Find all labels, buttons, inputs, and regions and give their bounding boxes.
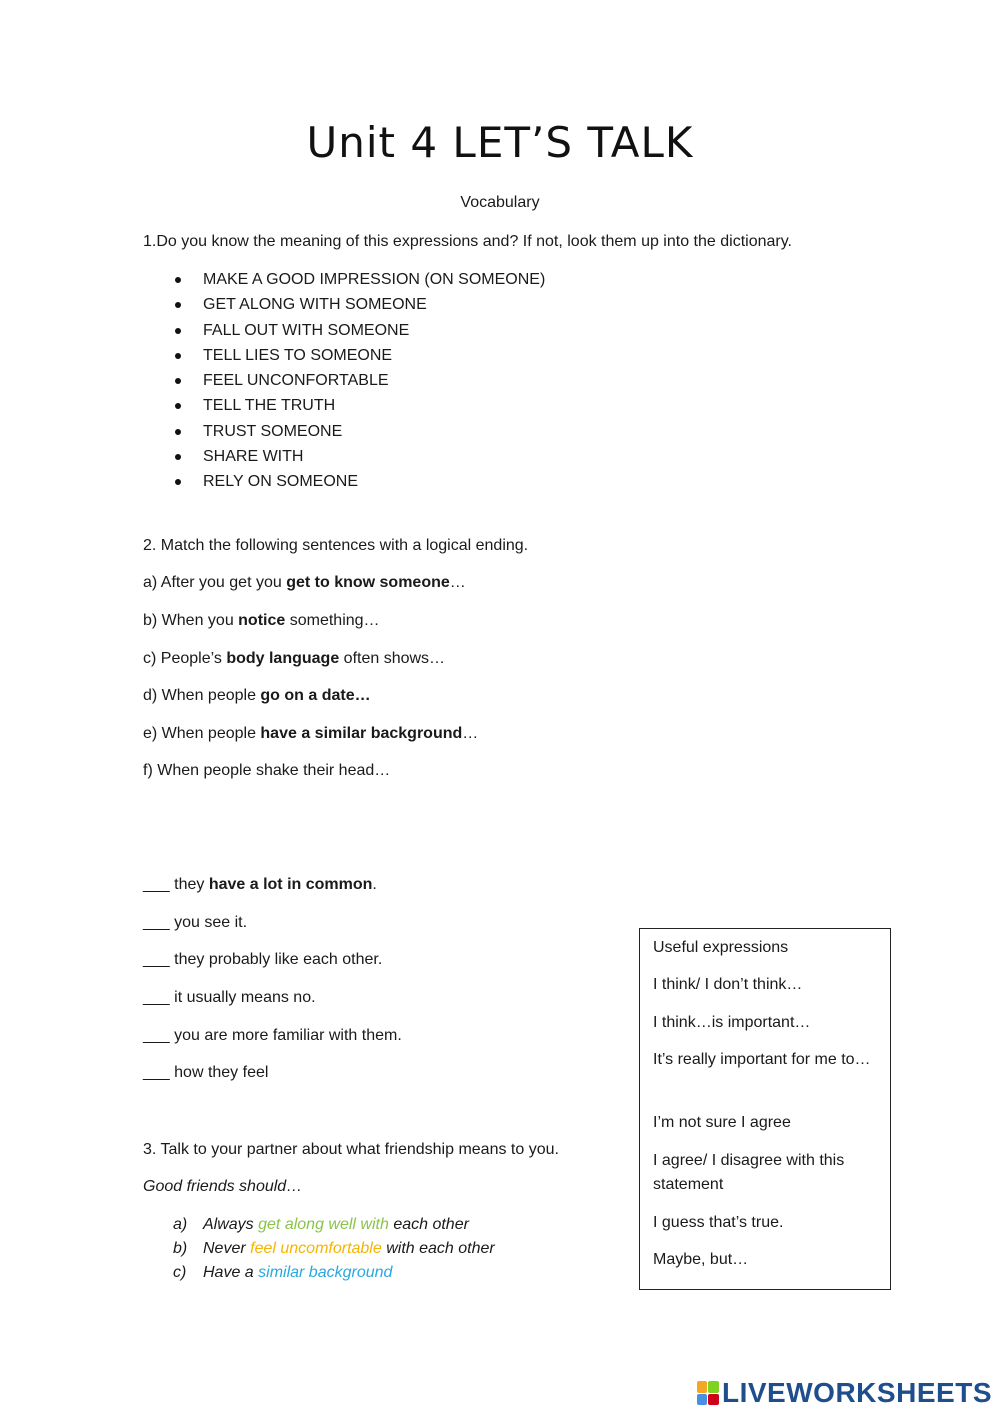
q3-prompt: 3. Talk to your partner about what friendship means to you. xyxy=(143,1141,559,1158)
box-title: Useful expressions xyxy=(653,939,789,956)
box-item: I guess that’s true. xyxy=(653,1214,784,1231)
q3-lead: Good friends should… xyxy=(143,1178,303,1195)
vocabulary-list xyxy=(175,270,545,498)
q1-prompt: 1.Do you know the meaning of this expressions and? If not, look them up into the dictionary. xyxy=(143,233,792,250)
sentence-a: a) After you get you get to know someone… xyxy=(143,574,466,591)
box-item: It’s really important for me to… xyxy=(653,1051,871,1068)
list-item: MAKE A GOOD IMPRESSION (ON SOMEONE) xyxy=(175,270,545,295)
list-item: TELL THE TRUTH xyxy=(175,396,545,421)
box-item: I think/ I don’t think… xyxy=(653,976,803,993)
box-item: I’m not sure I agree xyxy=(653,1114,791,1131)
ending-2[interactable]: ___ you see it. xyxy=(143,914,248,931)
sentence-f: f) When people shake their head… xyxy=(143,762,391,779)
bullet-icon xyxy=(175,429,181,435)
logo-mark-icon xyxy=(697,1381,719,1405)
ending-1[interactable]: ___ they have a lot in common. xyxy=(143,876,377,893)
bullet-icon xyxy=(175,353,181,359)
useful-expressions-box xyxy=(639,928,891,1290)
box-item: I think…is important… xyxy=(653,1014,811,1031)
bullet-icon xyxy=(175,479,181,485)
box-item: I agree/ I disagree with this statement xyxy=(653,1152,845,1193)
sentence-e: e) When people have a similar background… xyxy=(143,725,479,742)
list-item: TRUST SOMEONE xyxy=(175,422,545,447)
bullet-icon xyxy=(175,403,181,409)
bullet-icon xyxy=(175,378,181,384)
bullet-icon xyxy=(175,454,181,460)
sentence-b: b) When you notice something… xyxy=(143,612,380,629)
bullet-icon xyxy=(175,328,181,334)
sentence-c: c) People’s body language often shows… xyxy=(143,650,446,667)
list-item: SHARE WITH xyxy=(175,447,545,472)
q2-prompt: 2. Match the following sentences with a logical ending. xyxy=(143,537,529,554)
list-item: RELY ON SOMEONE xyxy=(175,472,545,497)
ending-4[interactable]: ___ it usually means no. xyxy=(143,989,316,1006)
list-item: FEEL UNCONFORTABLE xyxy=(175,371,545,396)
ending-6[interactable]: ___ how they feel xyxy=(143,1064,269,1081)
box-item: Maybe, but… xyxy=(653,1251,749,1268)
bullet-icon xyxy=(175,302,181,308)
ending-5[interactable]: ___ you are more familiar with them. xyxy=(143,1027,402,1044)
sentence-d: d) When people go on a date… xyxy=(143,687,371,704)
q3-item-b: b) Never feel uncomfortable with each other xyxy=(173,1240,495,1257)
page-title: Unit 4 LET’S TALK xyxy=(306,118,694,167)
q3-item-c: c) Have a similar background xyxy=(173,1264,393,1281)
liveworksheets-logo[interactable] xyxy=(697,1376,992,1410)
q3-item-a: a) Always get along well with each other xyxy=(173,1216,469,1233)
section-subtitle: Vocabulary xyxy=(460,194,540,211)
ending-3[interactable]: ___ they probably like each other. xyxy=(143,951,383,968)
logo-text: LIVEWORKSHEETS xyxy=(721,1377,992,1408)
list-item: FALL OUT WITH SOMEONE xyxy=(175,321,545,346)
list-item: TELL LIES TO SOMEONE xyxy=(175,346,545,371)
list-item: GET ALONG WITH SOMEONE xyxy=(175,295,545,320)
bullet-icon xyxy=(175,277,181,283)
